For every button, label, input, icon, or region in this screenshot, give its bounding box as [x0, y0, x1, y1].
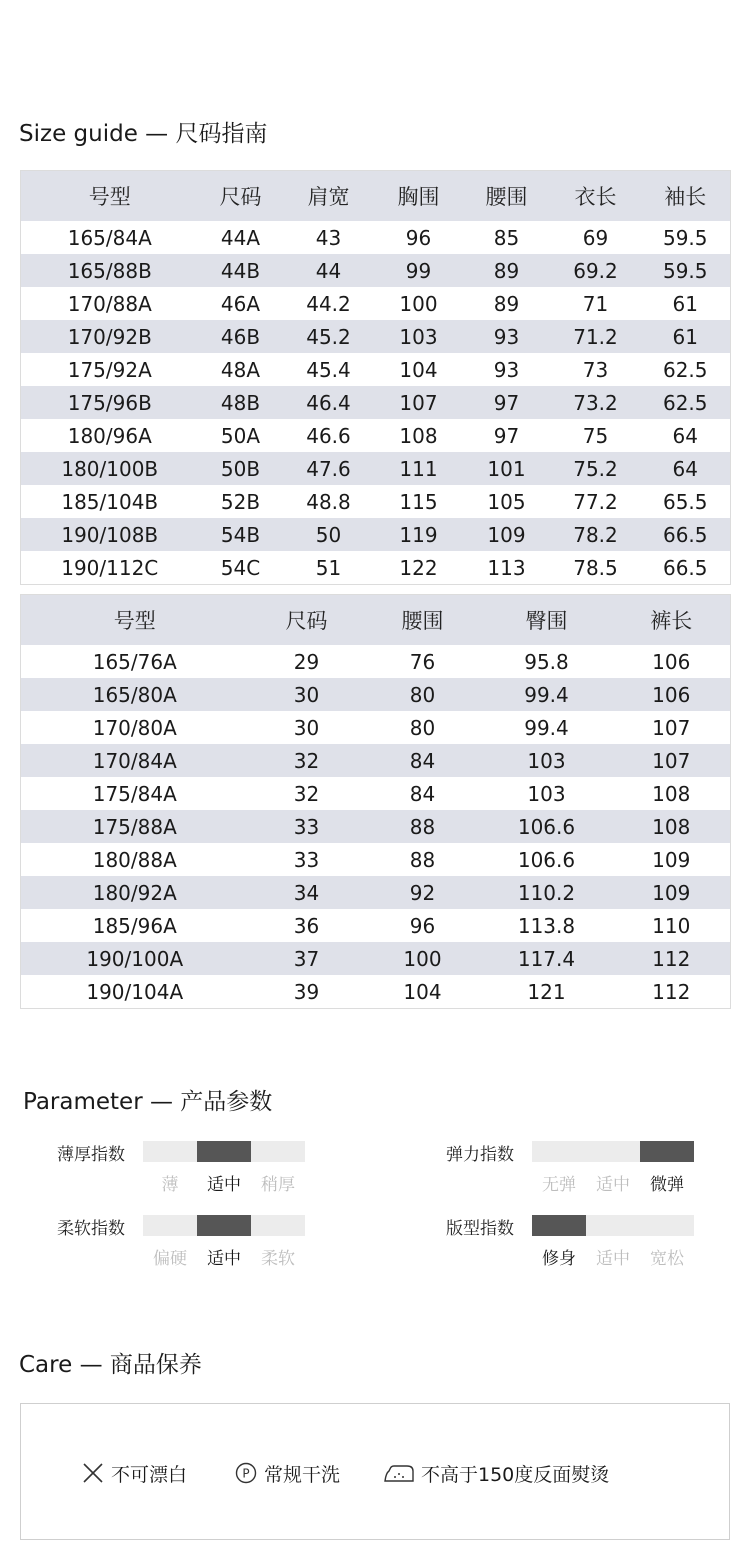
table-cell: 99.4 — [481, 678, 613, 711]
table-row — [21, 744, 731, 777]
table-cell: 32 — [293, 781, 320, 806]
table-cell: 99.4 — [524, 715, 569, 740]
table-cell: 48A — [220, 357, 261, 382]
column-header: 腰围 — [365, 595, 481, 646]
param-label: 弹力指数 — [446, 1145, 514, 1165]
table-cell: 185/104B — [61, 489, 159, 514]
care-item-dry-clean — [234, 1460, 340, 1486]
param-option: 适中 — [596, 1249, 630, 1269]
table-cell: 89 — [463, 254, 551, 287]
table-cell: 170/84A — [21, 744, 249, 777]
table-cell: 92 — [365, 876, 481, 909]
table-row — [21, 876, 731, 909]
table-cell: 32 — [249, 744, 365, 777]
iron-icon — [383, 1461, 415, 1485]
table-row — [21, 843, 731, 876]
table-cell: 65.5 — [662, 489, 708, 514]
column-header: 肩宽 — [283, 171, 375, 222]
table-cell: 95.8 — [524, 649, 569, 674]
table-row — [21, 419, 731, 452]
table-row — [21, 711, 731, 744]
table-cell: 180/88A — [92, 847, 177, 872]
column-header: 臀围 — [481, 595, 613, 646]
table-cell: 84 — [409, 781, 436, 806]
param-options — [143, 1244, 305, 1269]
care-title: Care — 商品保养 — [19, 1352, 202, 1378]
table-cell: 59.5 — [662, 225, 708, 250]
table-row — [21, 975, 731, 1009]
table-cell: 121 — [527, 979, 566, 1004]
table-row — [21, 942, 731, 975]
table-cell: 106.6 — [517, 847, 576, 872]
table-cell: 44B — [199, 254, 283, 287]
table-row — [21, 353, 731, 386]
table-cell: 170/92B — [21, 320, 199, 353]
table-cell: 76 — [409, 649, 436, 674]
table-cell: 52B — [220, 489, 261, 514]
dry-clean-icon — [234, 1461, 258, 1485]
table-cell: 66.5 — [641, 518, 731, 551]
table-cell: 97 — [463, 386, 551, 419]
no-bleach-icon — [81, 1461, 105, 1485]
param-option: 偏硬 — [153, 1249, 187, 1269]
table-cell: 71 — [582, 291, 609, 316]
param-label: 版型指数 — [446, 1219, 514, 1239]
table-cell: 180/96A — [67, 423, 152, 448]
table-cell: 64 — [641, 452, 731, 485]
table-cell: 100 — [399, 291, 438, 316]
table-cell: 175/84A — [92, 781, 177, 806]
column-header: 袖长 — [641, 171, 731, 222]
table-cell: 71.2 — [551, 320, 641, 353]
table-cell: 48B — [199, 386, 283, 419]
table-cell: 109 — [652, 847, 691, 872]
table-cell: 110.2 — [481, 876, 613, 909]
table-cell: 115 — [399, 489, 438, 514]
table-cell: 96 — [405, 225, 432, 250]
param-options — [532, 1244, 694, 1269]
table-cell: 175/92A — [67, 357, 152, 382]
param-option: 柔软 — [261, 1249, 295, 1269]
table-cell: 62.5 — [662, 357, 708, 382]
table-cell: 107 — [652, 715, 691, 740]
param-scale-bar — [143, 1141, 305, 1162]
table-cell: 33 — [249, 810, 365, 843]
table-cell: 170/80A — [92, 715, 177, 740]
table-cell: 109 — [613, 876, 731, 909]
table-cell: 107 — [375, 386, 463, 419]
table-cell: 103 — [527, 781, 566, 806]
table-cell: 106 — [613, 678, 731, 711]
table-cell: 165/76A — [92, 649, 177, 674]
table-cell: 44 — [283, 254, 375, 287]
param-option: 修身 — [542, 1249, 576, 1269]
table-cell: 113 — [487, 555, 526, 580]
param-scale-fill — [197, 1141, 251, 1162]
table-cell: 69.2 — [551, 254, 641, 287]
table-cell: 112 — [652, 979, 691, 1004]
pants-size-table — [20, 594, 731, 1009]
table-cell: 39 — [293, 979, 320, 1004]
column-header: 尺码 — [199, 171, 283, 222]
table-cell: 61 — [641, 320, 731, 353]
care-item-no-bleach — [81, 1460, 187, 1486]
table-row — [21, 645, 731, 678]
table-cell: 46.6 — [306, 423, 351, 448]
table-row — [21, 551, 731, 585]
table-cell: 64 — [672, 423, 698, 448]
table-cell: 111 — [375, 452, 463, 485]
table-cell: 44.2 — [306, 291, 351, 316]
table-cell: 73.2 — [551, 386, 641, 419]
table-row — [21, 287, 731, 320]
table-cell: 75.2 — [551, 452, 641, 485]
column-header: 胸围 — [375, 171, 463, 222]
table-row — [21, 810, 731, 843]
param-label: 薄厚指数 — [57, 1145, 125, 1165]
table-cell: 165/84A — [67, 225, 152, 250]
param-scale-bar — [143, 1215, 305, 1236]
table-cell: 122 — [399, 555, 438, 580]
table-cell: 85 — [493, 225, 520, 250]
table-row — [21, 320, 731, 353]
table-cell: 180/100B — [21, 452, 199, 485]
column-header: 尺码 — [249, 595, 365, 646]
table-cell: 113.8 — [517, 913, 576, 938]
table-row — [21, 485, 731, 518]
table-row — [21, 777, 731, 810]
table-cell: 29 — [293, 649, 320, 674]
table-cell: 104 — [399, 357, 438, 382]
table-cell: 110 — [652, 913, 691, 938]
table-cell: 80 — [409, 715, 436, 740]
table-cell: 77.2 — [573, 489, 618, 514]
table-cell: 107 — [613, 744, 731, 777]
param-option: 薄 — [161, 1175, 179, 1195]
column-header: 腰围 — [463, 171, 551, 222]
care-label: 不高于150度反面熨烫 — [421, 1463, 610, 1486]
table-cell: 190/112C — [61, 555, 159, 580]
table-cell: 117.4 — [481, 942, 613, 975]
table-cell: 99 — [375, 254, 463, 287]
shirt-size-table — [20, 170, 731, 585]
param-options — [143, 1170, 305, 1195]
table-row — [21, 452, 731, 485]
table-cell: 33 — [293, 847, 320, 872]
table-cell: 105 — [487, 489, 526, 514]
care-label: 不可漂白 — [111, 1463, 188, 1486]
table-cell: 30 — [249, 678, 365, 711]
table-cell: 43 — [315, 225, 342, 250]
param-option: 适中 — [207, 1249, 241, 1269]
table-cell: 66.5 — [662, 555, 708, 580]
table-cell: 50A — [220, 423, 261, 448]
table-cell: 88 — [365, 810, 481, 843]
table-cell: 78.5 — [573, 555, 618, 580]
care-box — [20, 1403, 730, 1540]
table-cell: 50B — [199, 452, 283, 485]
param-option: 适中 — [596, 1175, 630, 1195]
table-cell: 108 — [652, 781, 691, 806]
column-header: 裤长 — [613, 595, 731, 646]
table-cell: 89 — [493, 291, 520, 316]
table-row — [21, 254, 731, 287]
table-cell: 175/96B — [21, 386, 199, 419]
table-cell: 190/104A — [86, 979, 184, 1004]
param-option: 宽松 — [650, 1249, 684, 1269]
table-cell: 44A — [220, 225, 261, 250]
table-cell: 100 — [365, 942, 481, 975]
column-header: 号型 — [21, 595, 249, 646]
table-cell: 109 — [463, 518, 551, 551]
table-cell: 54C — [220, 555, 261, 580]
table-cell: 93 — [463, 320, 551, 353]
table-header-row — [21, 595, 731, 646]
table-cell: 103 — [375, 320, 463, 353]
table-cell: 165/88B — [21, 254, 199, 287]
table-cell: 88 — [409, 847, 436, 872]
table-cell: 46.4 — [283, 386, 375, 419]
param-options — [532, 1170, 694, 1195]
table-cell: 185/96A — [92, 913, 177, 938]
table-cell: 48.8 — [306, 489, 351, 514]
table-cell: 37 — [249, 942, 365, 975]
table-cell: 34 — [249, 876, 365, 909]
table-cell: 50 — [283, 518, 375, 551]
param-scale-bar — [532, 1215, 694, 1236]
table-cell: 84 — [365, 744, 481, 777]
size-guide-title: Size guide — 尺码指南 — [19, 121, 268, 147]
care-label: 常规干洗 — [264, 1463, 341, 1486]
param-label: 柔软指数 — [57, 1219, 125, 1239]
param-scale-bar — [532, 1141, 694, 1162]
table-header-row — [21, 171, 731, 222]
table-cell: 101 — [463, 452, 551, 485]
table-cell: 73 — [582, 357, 609, 382]
param-option: 微弹 — [650, 1175, 684, 1195]
table-row — [21, 386, 731, 419]
param-option: 适中 — [207, 1175, 241, 1195]
table-cell: 97 — [493, 423, 520, 448]
param-option: 无弹 — [542, 1175, 576, 1195]
table-cell: 59.5 — [641, 254, 731, 287]
table-cell: 62.5 — [641, 386, 731, 419]
table-cell: 93 — [493, 357, 520, 382]
table-cell: 30 — [293, 715, 320, 740]
svg-text:P: P — [242, 1466, 250, 1481]
table-cell: 61 — [672, 291, 698, 316]
param-scale-fill — [532, 1215, 586, 1236]
table-row — [21, 221, 731, 254]
table-cell: 45.4 — [306, 357, 351, 382]
table-cell: 78.2 — [551, 518, 641, 551]
table-cell: 190/100A — [21, 942, 249, 975]
table-cell: 69 — [582, 225, 609, 250]
table-cell: 96 — [409, 913, 436, 938]
param-scale-fill — [640, 1141, 694, 1162]
table-cell: 106.6 — [481, 810, 613, 843]
column-header: 衣长 — [551, 171, 641, 222]
table-cell: 45.2 — [283, 320, 375, 353]
parameter-title: Parameter — 产品参数 — [23, 1089, 273, 1115]
table-cell: 108 — [613, 810, 731, 843]
table-row — [21, 518, 731, 551]
table-cell: 46B — [199, 320, 283, 353]
table-row — [21, 678, 731, 711]
param-scale-fill — [197, 1215, 251, 1236]
table-cell: 108 — [399, 423, 438, 448]
param-option: 稍厚 — [261, 1175, 295, 1195]
table-cell: 165/80A — [21, 678, 249, 711]
table-cell: 104 — [403, 979, 442, 1004]
table-cell: 51 — [315, 555, 342, 580]
table-cell: 106 — [652, 649, 691, 674]
table-cell: 47.6 — [283, 452, 375, 485]
table-cell: 175/88A — [21, 810, 249, 843]
table-cell: 119 — [375, 518, 463, 551]
table-cell: 112 — [613, 942, 731, 975]
table-cell: 170/88A — [67, 291, 152, 316]
table-cell: 75 — [582, 423, 609, 448]
table-cell: 36 — [293, 913, 320, 938]
table-cell: 46A — [220, 291, 261, 316]
table-cell: 103 — [481, 744, 613, 777]
table-cell: 80 — [365, 678, 481, 711]
table-cell: 190/108B — [21, 518, 199, 551]
table-row — [21, 909, 731, 942]
care-item-iron — [383, 1460, 609, 1486]
table-cell: 180/92A — [21, 876, 249, 909]
column-header: 号型 — [21, 171, 199, 222]
table-cell: 54B — [199, 518, 283, 551]
